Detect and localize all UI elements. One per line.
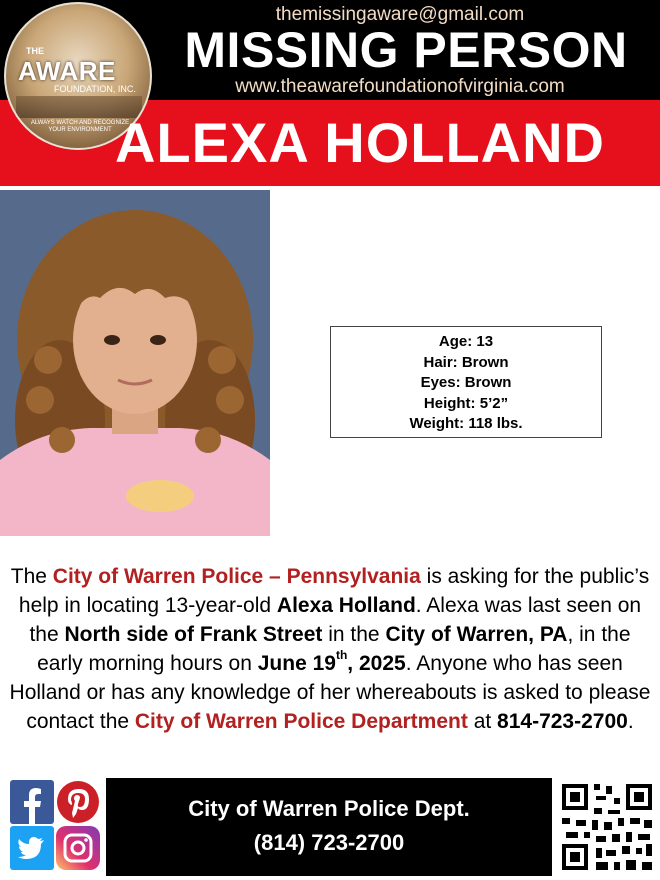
- contact-email: themissingaware@gmail.com: [275, 4, 525, 25]
- instagram-icon[interactable]: [56, 826, 100, 870]
- logo-tagline: ALWAYS WATCH AND RECOGNIZE YOUR ENVIRONMENT: [30, 120, 130, 133]
- page-title: MISSING PERSON: [184, 22, 628, 78]
- qr-code[interactable]: [556, 778, 658, 876]
- city-name: City of Warren, PA: [385, 623, 568, 646]
- footer-phone: (814) 723-2700: [253, 830, 405, 855]
- detail-eyes: Eyes: Brown: [420, 374, 512, 391]
- logo-foundation: FOUNDATION, INC.: [54, 84, 136, 94]
- detail-hair: Hair: Brown: [423, 353, 509, 371]
- footer-contact-bar: [106, 778, 552, 876]
- phone-number: 814-723-2700: [497, 710, 628, 733]
- description-paragraph: The City of Warren Police – Pennsylvania is asking for the public’s help in locating 13-year-old Alexa Holland. Alexa was last seen on the North side of Frank Street in the City of Warren, PA, in the early morning hours on June 19th, 2025. Anyone who has seen Holland or has any knowledge of her whereabouts is asked to please contact the City of Warren Police Department at 814-723-2700.: [9, 565, 651, 733]
- logo-the: THE: [26, 46, 44, 56]
- person-name: Alexa Holland: [276, 594, 416, 617]
- department-name: City of Warren Police Department: [134, 710, 468, 733]
- website-url: www.theawarefoundationofvirginia.com: [235, 76, 565, 97]
- agency-name: City of Warren Police – Pennsylvania: [52, 565, 421, 588]
- detail-weight: Weight: 118 lbs.: [409, 415, 523, 432]
- pinterest-icon[interactable]: [56, 780, 100, 824]
- missing-person-name: ALEXA HOLLAND: [114, 111, 605, 174]
- footer-department: City of Warren Police Dept.: [188, 796, 470, 821]
- date-seen: June 19th, 2025: [257, 648, 406, 675]
- missing-person-photo: [0, 190, 270, 536]
- last-seen-location: North side of Frank Street: [64, 623, 323, 646]
- details-box: [330, 326, 602, 438]
- logo-aware: AWARE: [18, 56, 116, 86]
- twitter-icon[interactable]: [10, 826, 54, 870]
- detail-age: Age: 13: [438, 333, 494, 350]
- facebook-icon[interactable]: [10, 780, 54, 824]
- detail-height: Height: 5’2”: [423, 394, 509, 412]
